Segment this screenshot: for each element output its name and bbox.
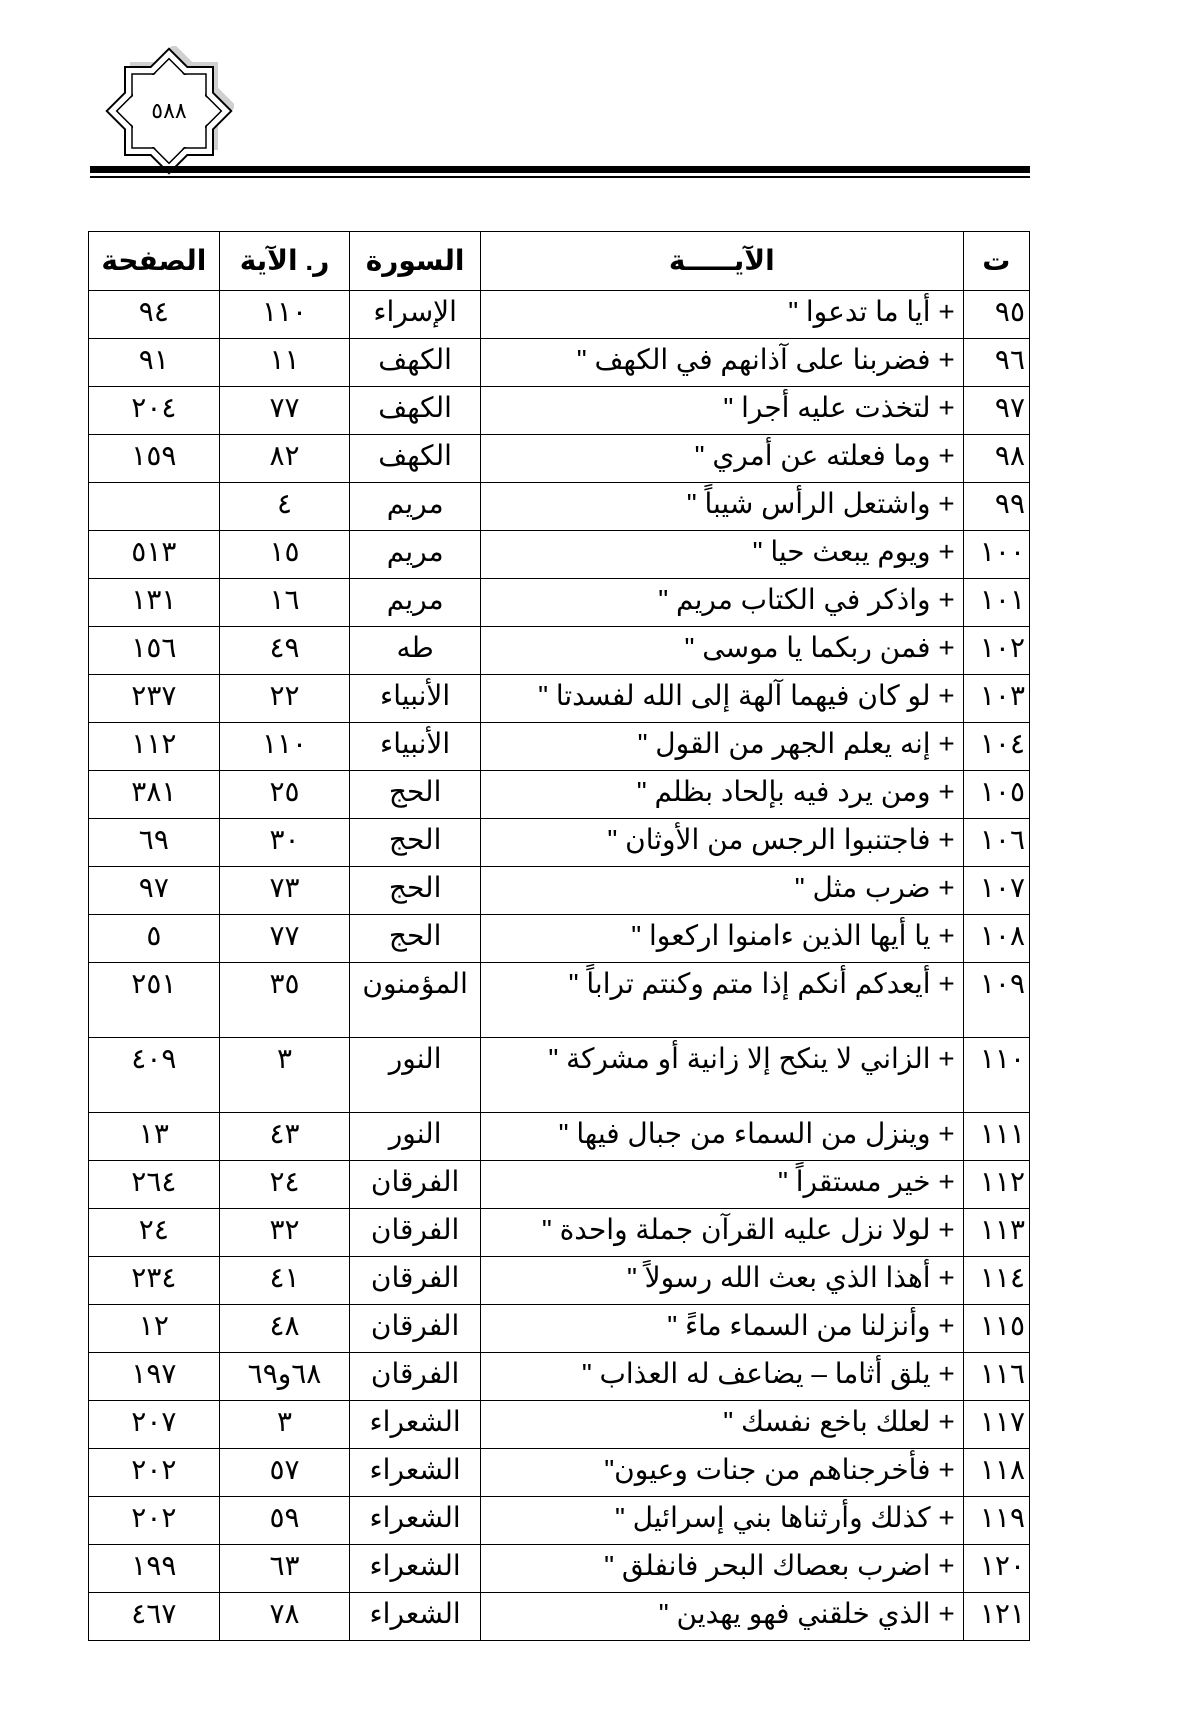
table-row <box>89 1401 1030 1449</box>
header-rule-thin <box>90 176 1030 178</box>
surah-name: المؤمنون <box>350 963 481 1038</box>
surah-name: الكهف <box>350 387 481 435</box>
table-row <box>89 915 1030 963</box>
header-num: ت <box>963 232 1029 291</box>
verse-text: + فمن ربكما يا موسى " <box>480 627 963 675</box>
page-ref: ١٥٩ <box>89 435 220 483</box>
page-number-badge <box>104 46 234 176</box>
ayah-number: ٧٣ <box>219 867 350 915</box>
page-ref: ٤٠٩ <box>89 1038 220 1113</box>
row-number: ١٠١ <box>963 579 1029 627</box>
surah-name: الفرقان <box>350 1257 481 1305</box>
table-row <box>89 435 1030 483</box>
ayah-number: ٣ <box>219 1401 350 1449</box>
verse-text: + واشتعل الرأس شيباً " <box>480 483 963 531</box>
surah-name: الفرقان <box>350 1209 481 1257</box>
verse-text: + أهذا الذي بعث الله رسولاً " <box>480 1257 963 1305</box>
ayah-number: ١٦ <box>219 579 350 627</box>
verse-text: + الذي خلقني فهو يهدين " <box>480 1593 963 1641</box>
row-number: ١١٧ <box>963 1401 1029 1449</box>
table-row <box>89 675 1030 723</box>
page-ref <box>89 483 220 531</box>
header-page: الصفحة <box>89 232 220 291</box>
ayah-number: ٤ <box>219 483 350 531</box>
surah-name: الكهف <box>350 339 481 387</box>
page-ref: ٢٥١ <box>89 963 220 1038</box>
table-row <box>89 1038 1030 1113</box>
table-row <box>89 1449 1030 1497</box>
ayah-number: ١١ <box>219 339 350 387</box>
surah-name: النور <box>350 1038 481 1113</box>
surah-name: الأنبياء <box>350 723 481 771</box>
ayah-number: ١١٠ <box>219 291 350 339</box>
ayah-number: ٣٥ <box>219 963 350 1038</box>
row-number: ١٠٢ <box>963 627 1029 675</box>
row-number: ١٠٧ <box>963 867 1029 915</box>
page-ref: ٢٠٤ <box>89 387 220 435</box>
row-number: ١٠٤ <box>963 723 1029 771</box>
row-number: ١١٦ <box>963 1353 1029 1401</box>
ayah-number: ٤٩ <box>219 627 350 675</box>
table-row <box>89 963 1030 1038</box>
surah-name: الكهف <box>350 435 481 483</box>
page-ref: ٢٠٢ <box>89 1449 220 1497</box>
verse-text: + يا أيها الذين ءامنوا اركعوا " <box>480 915 963 963</box>
ayah-number: ١٥ <box>219 531 350 579</box>
table-row <box>89 1257 1030 1305</box>
ayah-number: ٢٤ <box>219 1161 350 1209</box>
row-number: ١٢٠ <box>963 1545 1029 1593</box>
table-row <box>89 387 1030 435</box>
page-ref: ١٢ <box>89 1305 220 1353</box>
ayah-number: ٧٧ <box>219 915 350 963</box>
surah-name: الحج <box>350 867 481 915</box>
table-row <box>89 867 1030 915</box>
table-row <box>89 1353 1030 1401</box>
ayah-number: ٨٢ <box>219 435 350 483</box>
ayah-number: ١١٠ <box>219 723 350 771</box>
ayah-number: ٥٩ <box>219 1497 350 1545</box>
row-number: ١٠٩ <box>963 963 1029 1038</box>
surah-name: الفرقان <box>350 1353 481 1401</box>
ayah-number: ٧٨ <box>219 1593 350 1641</box>
ayah-number: ٣ <box>219 1038 350 1113</box>
row-number: ١١٣ <box>963 1209 1029 1257</box>
verse-text: + وما فعلته عن أمري " <box>480 435 963 483</box>
table-header-row <box>89 232 1030 291</box>
ayah-number: ٤٨ <box>219 1305 350 1353</box>
row-number: ٩٦ <box>963 339 1029 387</box>
row-number: ١٠٨ <box>963 915 1029 963</box>
verse-text: + الزاني لا ينكح إلا زانية أو مشركة " <box>480 1038 963 1113</box>
row-number: ١١٩ <box>963 1497 1029 1545</box>
table-row <box>89 1209 1030 1257</box>
ayah-number: ٤١ <box>219 1257 350 1305</box>
surah-name: الإسراء <box>350 291 481 339</box>
verse-text: + فأخرجناهم من جنات وعيون" <box>480 1449 963 1497</box>
page-ref: ٢٤ <box>89 1209 220 1257</box>
table-row <box>89 627 1030 675</box>
page-ref: ٣٨١ <box>89 771 220 819</box>
surah-name: الحج <box>350 915 481 963</box>
ayah-number: ٢٥ <box>219 771 350 819</box>
row-number: ١١٤ <box>963 1257 1029 1305</box>
row-number: ١٠٥ <box>963 771 1029 819</box>
page-ref: ٤٦٧ <box>89 1593 220 1641</box>
surah-name: الشعراء <box>350 1593 481 1641</box>
header-ayah: ر. الآية <box>219 232 350 291</box>
row-number: ١١٥ <box>963 1305 1029 1353</box>
page-ref: ١٣١ <box>89 579 220 627</box>
verse-text: + لو كان فيهما آلهة إلى الله لفسدتا " <box>480 675 963 723</box>
verse-text: + لعلك باخع نفسك " <box>480 1401 963 1449</box>
table-row <box>89 1593 1030 1641</box>
page-ref: ٥١٣ <box>89 531 220 579</box>
verse-text: + ضرب مثل " <box>480 867 963 915</box>
verse-text: + يلق أثاما – يضاعف له العذاب " <box>480 1353 963 1401</box>
row-number: ٩٥ <box>963 291 1029 339</box>
table-body <box>89 291 1030 1641</box>
verse-text: + لتخذت عليه أجرا " <box>480 387 963 435</box>
table-row <box>89 291 1030 339</box>
page-ref: ١٣ <box>89 1113 220 1161</box>
page-number: ٥٨٨ <box>151 98 187 123</box>
page-ref: ١٩٩ <box>89 1545 220 1593</box>
page-ref: ٢٣٧ <box>89 675 220 723</box>
page-ref: ٩٧ <box>89 867 220 915</box>
table-row <box>89 1497 1030 1545</box>
table-row <box>89 1113 1030 1161</box>
verse-text: + فاجتنبوا الرجس من الأوثان " <box>480 819 963 867</box>
page-ref: ٥ <box>89 915 220 963</box>
surah-name: مريم <box>350 579 481 627</box>
table-row <box>89 819 1030 867</box>
verse-text: + لولا نزل عليه القرآن جملة واحدة " <box>480 1209 963 1257</box>
verse-text: + إنه يعلم الجهر من القول " <box>480 723 963 771</box>
ayah-number: ٦٣ <box>219 1545 350 1593</box>
table-row <box>89 339 1030 387</box>
surah-name: الأنبياء <box>350 675 481 723</box>
surah-name: طه <box>350 627 481 675</box>
page-ref: ٢٣٤ <box>89 1257 220 1305</box>
surah-name: مريم <box>350 531 481 579</box>
surah-name: الفرقان <box>350 1305 481 1353</box>
table-row <box>89 723 1030 771</box>
verse-text: + وأنزلنا من السماء ماءً " <box>480 1305 963 1353</box>
ayah-number: ٥٧ <box>219 1449 350 1497</box>
page-ref: ١٩٧ <box>89 1353 220 1401</box>
row-number: ١١٠ <box>963 1038 1029 1113</box>
verse-text: + واذكر في الكتاب مريم " <box>480 579 963 627</box>
surah-name: النور <box>350 1113 481 1161</box>
table-row <box>89 1305 1030 1353</box>
table-row <box>89 483 1030 531</box>
verse-text: + أيعدكم أنكم إذا متم وكنتم تراباً " <box>480 963 963 1038</box>
page-ref: ٩١ <box>89 339 220 387</box>
ayah-number: ٧٧ <box>219 387 350 435</box>
verse-text: + وينزل من السماء من جبال فيها " <box>480 1113 963 1161</box>
header-surah: السورة <box>350 232 481 291</box>
surah-name: الشعراء <box>350 1401 481 1449</box>
verse-text: + خير مستقراً " <box>480 1161 963 1209</box>
table-row <box>89 771 1030 819</box>
ayah-number: ٤٣ <box>219 1113 350 1161</box>
ayah-number: ٣٢ <box>219 1209 350 1257</box>
verse-text: + فضربنا على آذانهم في الكهف " <box>480 339 963 387</box>
surah-name: مريم <box>350 483 481 531</box>
row-number: ٩٧ <box>963 387 1029 435</box>
page-ref: ٩٤ <box>89 291 220 339</box>
row-number: ٩٩ <box>963 483 1029 531</box>
table-row <box>89 1161 1030 1209</box>
page-ref: ٢٠٧ <box>89 1401 220 1449</box>
row-number: ١١١ <box>963 1113 1029 1161</box>
ayah-number: ٦٨و٦٩ <box>219 1353 350 1401</box>
header-rule <box>90 166 1030 173</box>
surah-name: الحج <box>350 819 481 867</box>
table-row <box>89 579 1030 627</box>
surah-name: الشعراء <box>350 1545 481 1593</box>
verse-text: + ويوم يبعث حيا " <box>480 531 963 579</box>
row-number: ١٢١ <box>963 1593 1029 1641</box>
surah-name: الفرقان <box>350 1161 481 1209</box>
row-number: ١١٢ <box>963 1161 1029 1209</box>
surah-name: الشعراء <box>350 1449 481 1497</box>
ayah-number: ٢٢ <box>219 675 350 723</box>
verse-text: + اضرب بعصاك البحر فانفلق " <box>480 1545 963 1593</box>
header-verse: الآيـــــة <box>480 232 963 291</box>
verse-text: + كذلك وأرثناها بني إسرائيل " <box>480 1497 963 1545</box>
row-number: ١٠٠ <box>963 531 1029 579</box>
page-ref: ٦٩ <box>89 819 220 867</box>
row-number: ١٠٦ <box>963 819 1029 867</box>
row-number: ١١٨ <box>963 1449 1029 1497</box>
table-row <box>89 531 1030 579</box>
row-number: ١٠٣ <box>963 675 1029 723</box>
page-ref: ١٥٦ <box>89 627 220 675</box>
page-ref: ٢٦٤ <box>89 1161 220 1209</box>
surah-name: الشعراء <box>350 1497 481 1545</box>
verse-text: + ومن يرد فيه بإلحاد بظلم " <box>480 771 963 819</box>
row-number: ٩٨ <box>963 435 1029 483</box>
ayah-number: ٣٠ <box>219 819 350 867</box>
page-ref: ٢٠٢ <box>89 1497 220 1545</box>
page-ref: ١١٢ <box>89 723 220 771</box>
table-row <box>89 1545 1030 1593</box>
surah-name: الحج <box>350 771 481 819</box>
verse-text: + أيا ما تدعوا " <box>480 291 963 339</box>
verse-index-table <box>88 231 1030 1641</box>
